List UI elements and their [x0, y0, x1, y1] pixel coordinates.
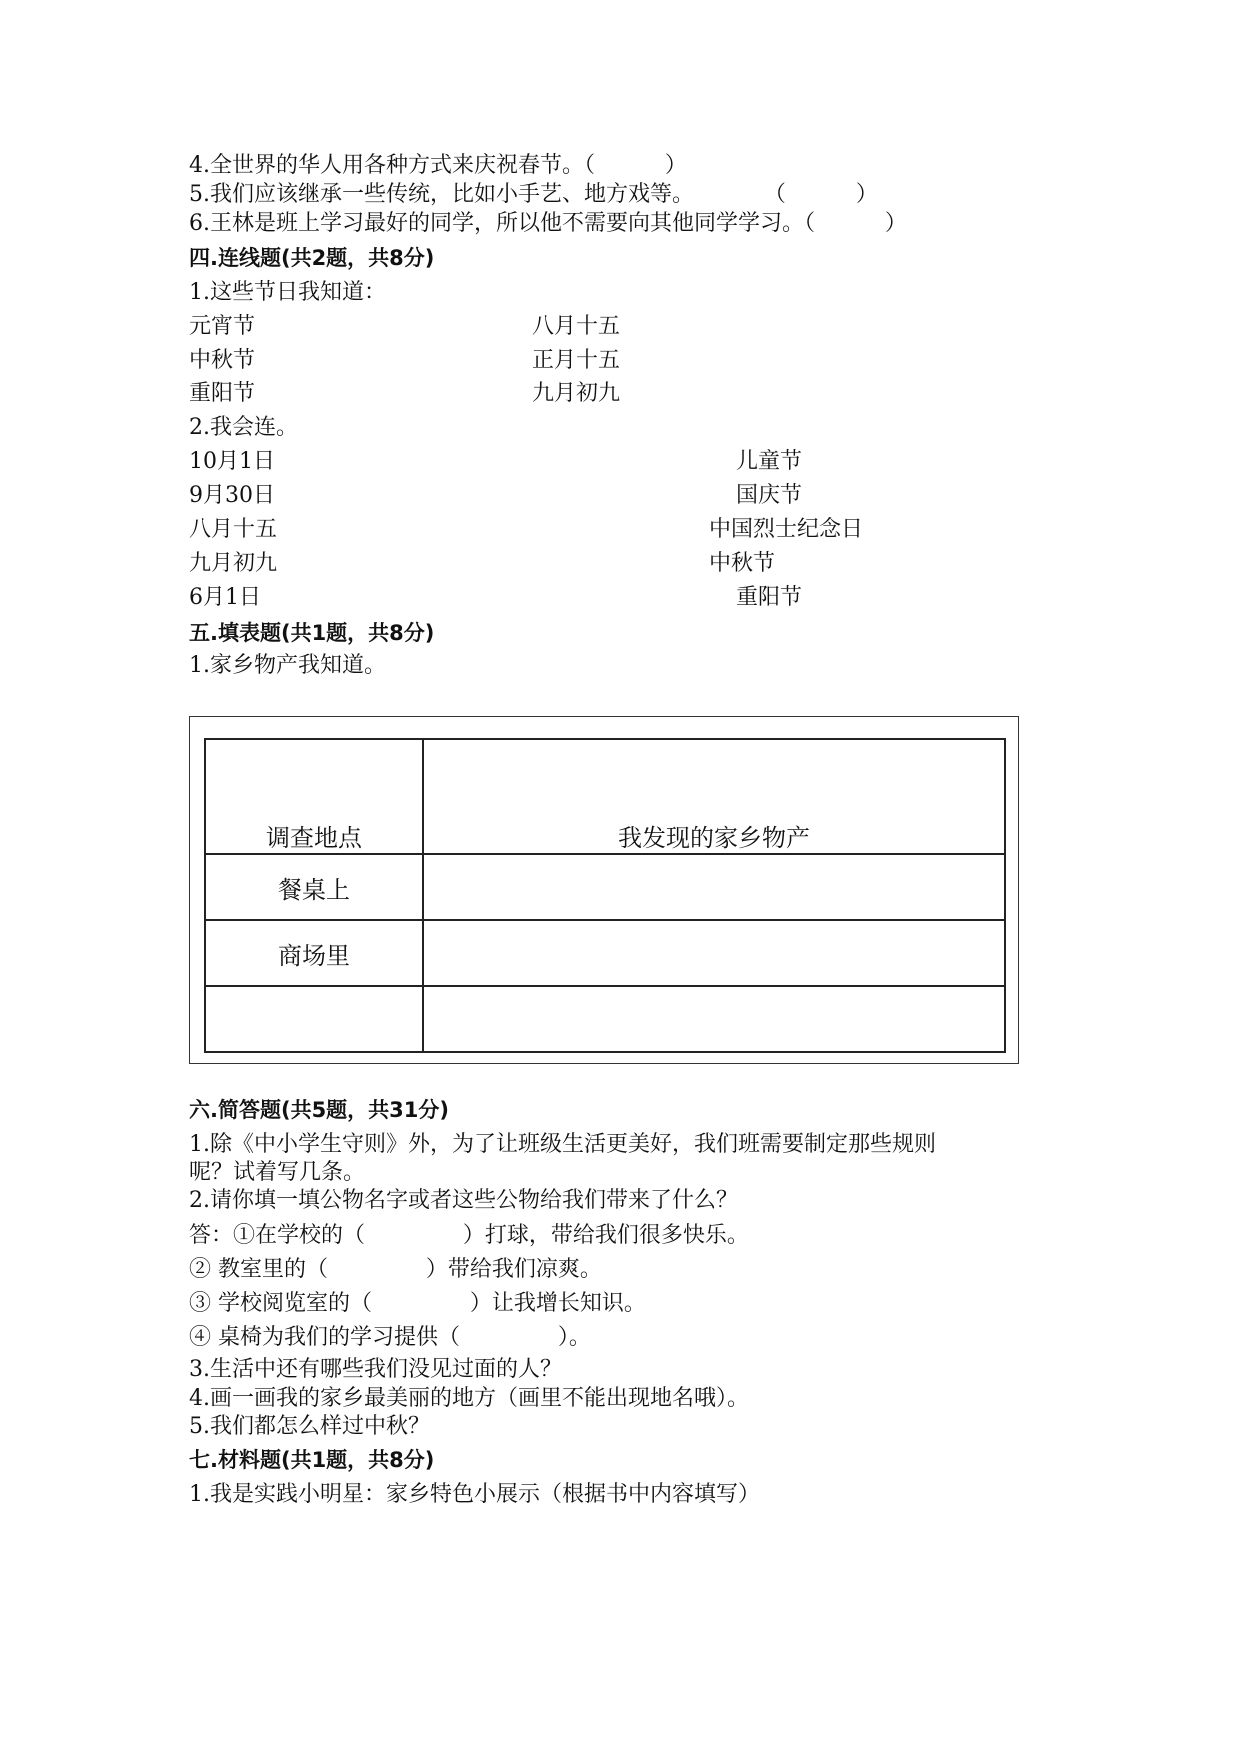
- short-answer-q2-answer: ③ 学校阅览室的（ ）让我增长知识。: [189, 1291, 646, 1316]
- matching-q1-right-item: 正月十五: [532, 348, 621, 373]
- matching-q2-left-item: 9月30日: [189, 483, 275, 508]
- short-answer-q2-answer: ② 教室里的（ ）带给我们凉爽。: [189, 1257, 602, 1282]
- short-answer-q2-answer: ④ 桌椅为我们的学习提供（ ）。: [189, 1325, 591, 1350]
- short-answer-q3: 3.生活中还有哪些我们没见过面的人？: [189, 1357, 562, 1382]
- table-answer-cell[interactable]: [423, 986, 1005, 1052]
- short-answer-q2-prompt: 2.请你填一填公物名字或者这些公物给我们带来了什么？: [189, 1188, 738, 1213]
- matching-q2-left-item: 八月十五: [189, 517, 278, 542]
- table-row: [205, 854, 1005, 920]
- matching-q1-right-item: 九月初九: [532, 381, 621, 406]
- short-answer-q1-line2: 呢？试着写几条。: [189, 1160, 366, 1185]
- matching-q2-right-item: 中秋节: [709, 551, 776, 576]
- table-answer-cell[interactable]: [205, 986, 423, 1052]
- short-answer-q1-line1: 1.除《中小学生守则》外，为了让班级生活更美好，我们班需要制定那些规则: [189, 1132, 936, 1157]
- short-answer-q4: 4.画一画我的家乡最美丽的地方（画里不能出现地名哦）。: [189, 1386, 749, 1411]
- short-answer-q2-answer: 答：①在学校的（ ）打球，带给我们很多快乐。: [189, 1223, 749, 1248]
- table-cell: 商场里: [205, 920, 423, 986]
- matching-q1-prompt: 1.这些节日我知道：: [189, 280, 386, 305]
- material-q1: 1.我是实践小明星：家乡特色小展示（根据书中内容填写）: [189, 1482, 760, 1507]
- matching-q1-right-item: 八月十五: [532, 314, 621, 339]
- matching-q2-right-item: 儿童节: [736, 449, 803, 474]
- matching-q2-right-item: 国庆节: [736, 483, 803, 508]
- matching-q1-left-item: 元宵节: [189, 314, 256, 339]
- matching-q1-left-item: 中秋节: [189, 348, 256, 373]
- table-answer-cell[interactable]: [423, 854, 1005, 920]
- table-header-cell: 调查地点: [205, 739, 423, 854]
- table-answer-cell[interactable]: [423, 920, 1005, 986]
- table-row: [205, 920, 1005, 986]
- section-heading-matching: 四.连线题(共2题，共8分): [189, 246, 435, 270]
- matching-q2-right-item: 重阳节: [736, 585, 803, 610]
- table-row: [205, 986, 1005, 1052]
- section-heading-short-answer: 六.简答题(共5题，共31分): [189, 1098, 450, 1122]
- matching-q2-left-item: 10月1日: [189, 449, 275, 474]
- matching-q1-left-item: 重阳节: [189, 381, 256, 406]
- matching-q2-left-item: 九月初九: [189, 551, 278, 576]
- judge-item-5: 5.我们应该继承一些传统，比如小手艺、地方戏等。 （ ）: [189, 182, 878, 207]
- table-header-row: [205, 739, 1005, 854]
- section-heading-table: 五.填表题(共1题，共8分): [189, 621, 435, 645]
- table-header-cell: 我发现的家乡物产: [423, 739, 1005, 854]
- short-answer-q5: 5.我们都怎么样过中秋？: [189, 1414, 430, 1439]
- table-q1-prompt: 1.家乡物产我知道。: [189, 653, 386, 678]
- matching-q2-prompt: 2.我会连。: [189, 415, 298, 440]
- product-table: [204, 738, 1006, 1053]
- table-cell: 餐桌上: [205, 854, 423, 920]
- judge-item-4: 4.全世界的华人用各种方式来庆祝春节。（ ）: [189, 153, 687, 178]
- matching-q2-left-item: 6月1日: [189, 585, 261, 610]
- section-heading-material: 七.材料题(共1题，共8分): [189, 1448, 435, 1472]
- judge-item-6: 6.王林是班上学习最好的同学，所以他不需要向其他同学学习。（ ）: [189, 211, 907, 236]
- matching-q2-right-item: 中国烈士纪念日: [709, 517, 864, 542]
